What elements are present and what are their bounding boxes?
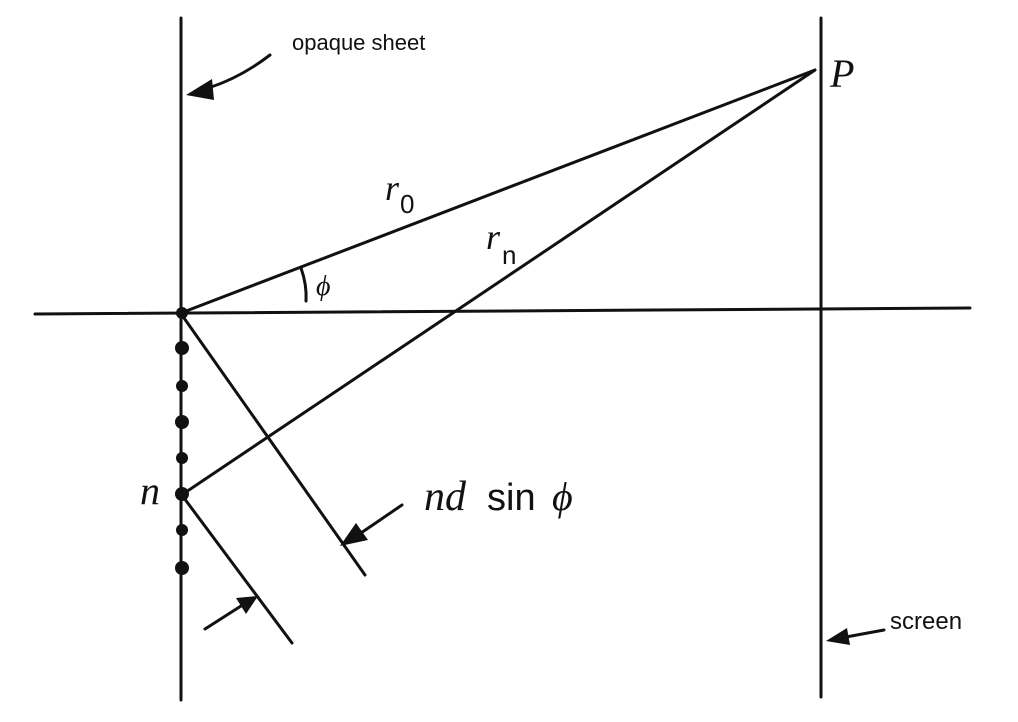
opaque-sheet-arrow-shaft (208, 55, 270, 88)
phi-label: ϕ (552, 474, 573, 519)
slit-dot (176, 524, 188, 536)
optical-axis (35, 308, 970, 314)
point-p-label: P (830, 51, 855, 96)
screen-arrowhead (826, 628, 850, 645)
rn-subscript-label: n (502, 240, 517, 270)
perpendicular-line-bottom (184, 498, 292, 643)
slit-dot (175, 341, 189, 355)
slit-index-n-label: n (140, 468, 160, 513)
nd-sin-phi-arrowhead (340, 523, 368, 546)
slit-spacing-arrow (205, 596, 258, 629)
sin-label: sin (487, 477, 536, 519)
r0-main-label: r (385, 168, 400, 208)
screen-label: screen (890, 608, 963, 635)
slit-dot (175, 487, 189, 501)
nd-sin-phi-label (424, 474, 573, 520)
angle-arc (301, 268, 306, 301)
angle-phi-label: ϕ (316, 271, 331, 302)
ray-r0 (181, 70, 815, 313)
nd-label: nd (424, 474, 466, 520)
ray-rn (183, 70, 815, 494)
screen-arrow-shaft (846, 630, 884, 637)
slit-spacing-arrow-shaft (205, 606, 241, 629)
slit-spacing-arrowhead (236, 596, 258, 614)
slit-dot (176, 307, 188, 319)
r0-label (385, 168, 414, 219)
r0-subscript-label: 0 (400, 189, 415, 219)
nd-sin-phi-arrow-shaft (358, 505, 402, 535)
opaque-sheet-label: opaque sheet (292, 30, 426, 55)
opaque-sheet-arrowhead (186, 79, 214, 100)
slit-dot (176, 452, 188, 464)
opaque-sheet-arrow (186, 55, 270, 100)
nd-sin-phi-arrow (340, 505, 402, 546)
screen-arrow (826, 628, 884, 645)
rn-label (486, 217, 516, 270)
slit-dot (175, 415, 189, 429)
rn-main-label: r (486, 217, 501, 257)
slit-dot (175, 561, 189, 575)
slit-dot (176, 380, 188, 392)
